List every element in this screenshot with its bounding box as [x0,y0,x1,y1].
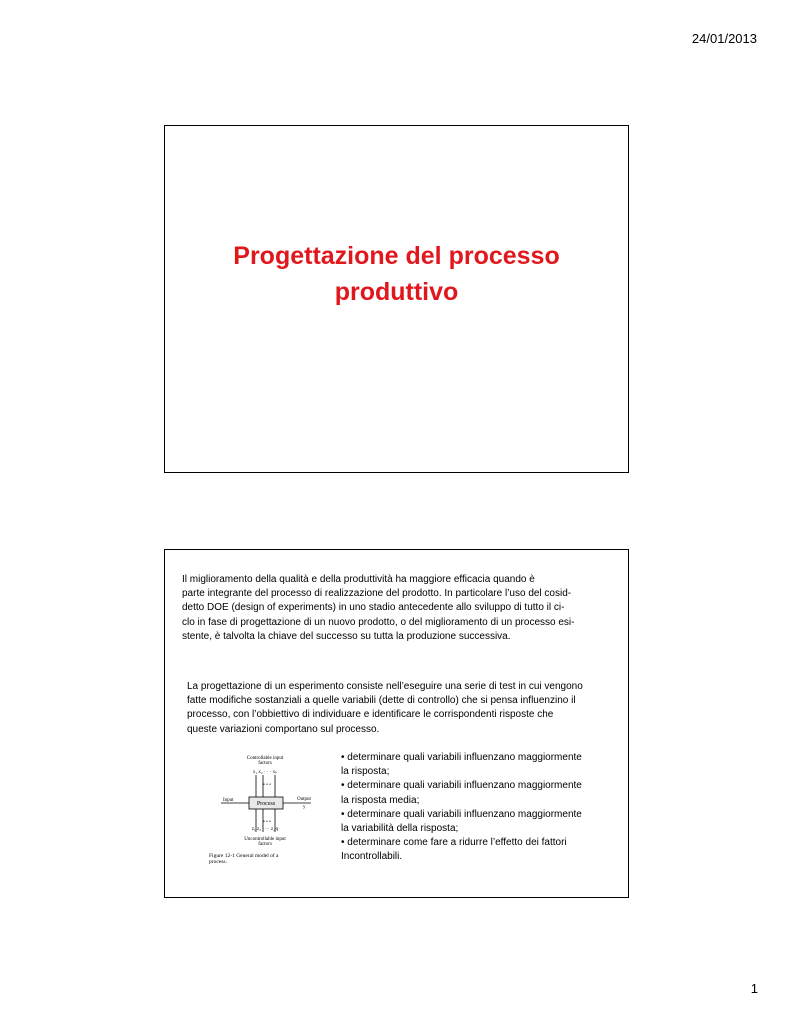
text-line: detto DOE (design of experiments) in uno stadio antecedente allo sviluppo di tutto il ci- [182,602,565,614]
fig-top-vars: x₁ x₂ · · · xₚ [252,770,278,775]
fig-dots: • • • [263,783,271,788]
fig-dots: • • • [263,820,271,825]
text-line: clo in fase di progettazione di un nuovo prodotto, o del miglioramento di un processo esi- [182,616,575,628]
input-label: Input [223,798,234,803]
output-label: Output [297,797,311,802]
page-number: 1 [750,981,758,996]
intro-paragraph [182,573,614,644]
fig-bottom-label: Uncontrollable input [244,837,286,842]
text-line: La progettazione di un esperimento consiste nell’eseguire una serie di test in cui vengono [187,681,583,692]
fig-bottom-vars: z₁ z₂ · · · z_q [251,827,279,832]
process-model-figure [201,753,321,873]
text-line: fatte modifiche sostanziali a quelle variabili (dette di controllo) che si pensa influenzino il [187,695,576,707]
list-item: • determinare come fare a ridurre l’effetto dei fattori [341,837,567,849]
fig-caption: Figure 12-1 General model of a [209,853,279,859]
output-var: y [303,805,306,810]
slide-title [164,125,629,473]
process-label: Process [256,801,276,807]
text-line: stente, è talvolta la chiave del successo su tutta la produzione successiva. [182,630,511,642]
list-item: la risposta; [341,766,390,778]
text-line: queste variazioni comportano sul processo. [187,723,380,735]
text-line: parte integrante del processo di realizzazione del prodotto. In particolare l’uso del cosid- [182,588,572,600]
page-date: 24/01/2013 [691,31,757,46]
text-line: Il miglioramento della qualità e della produttività ha maggiore efficacia quando è [182,574,535,585]
list-item: la variabilità della risposta; [341,823,459,835]
list-item: • determinare quali variabili influenzano maggiormente [341,752,582,763]
fig-top-label: Controllable input [246,756,284,761]
fig-bottom-label: factors [258,842,272,847]
title-line: produttivo [334,278,459,306]
fig-top-label: factors [258,761,272,766]
list-item: • determinare quali variabili influenzano maggiormente [341,780,582,792]
title-line: Progettazione del processo [233,242,560,270]
list-item: • determinare quali variabili influenzano maggiormente [341,808,582,820]
list-item: la risposta media; [341,794,420,806]
slide-title-text [165,238,628,310]
fig-caption: process. [209,859,227,865]
objectives-list [341,751,626,865]
slide-content [164,549,629,898]
list-item: Incontrollabili. [341,851,403,863]
definition-paragraph [187,680,617,737]
text-line: processo, con l’obbiettivo di individuare e identificare le corrispondenti risposte che [187,709,554,721]
